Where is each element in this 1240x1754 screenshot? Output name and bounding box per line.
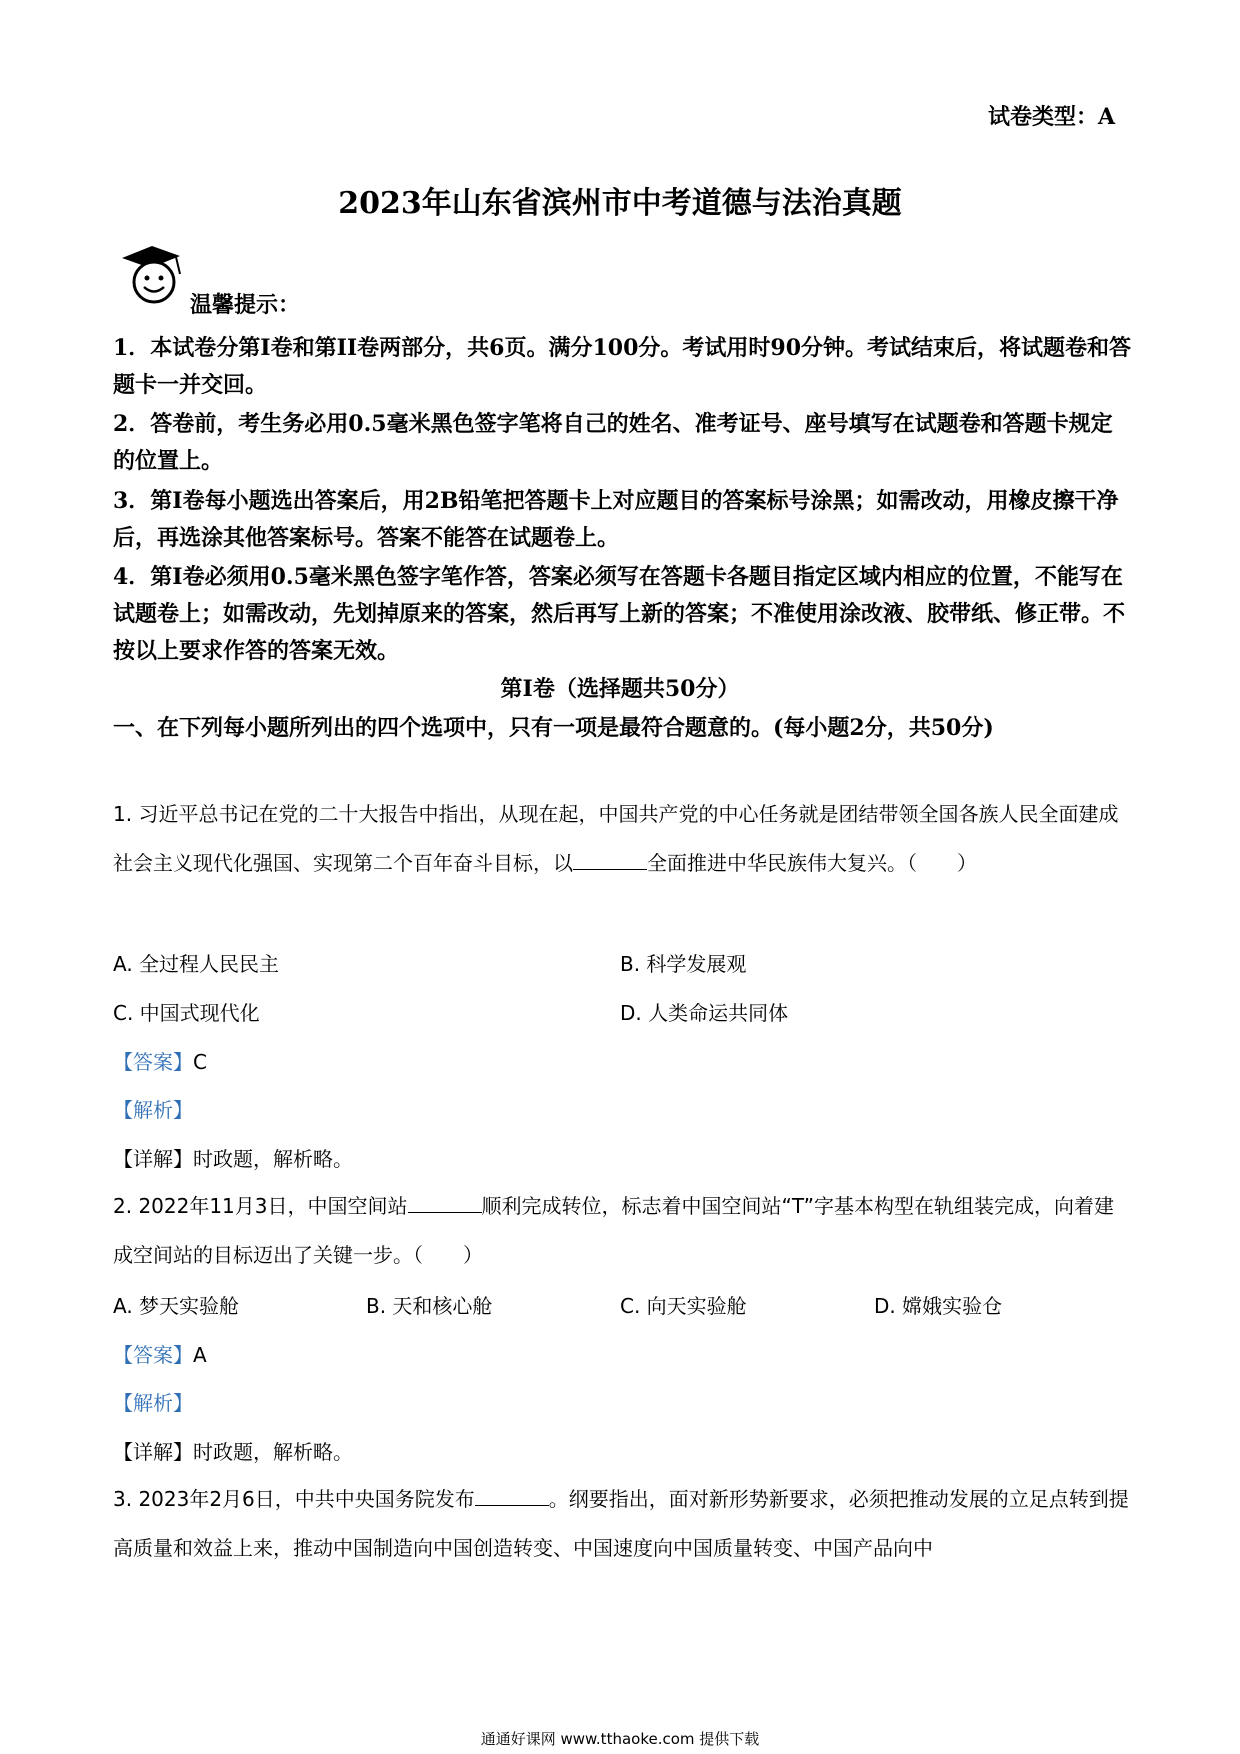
q1-answer [113,1046,207,1075]
question-2-stem-a: 2. 2022年11月3日，中国空间站 [113,1194,408,1218]
section-title: 第Ⅰ卷（选择题共50分） [500,676,740,702]
page-title: 2023年山东省滨州市中考道德与法治真题 [338,186,902,221]
answer-label: 【答案】 [113,1343,193,1367]
q2-option-a: A. 梦天实验舱 [113,1294,240,1318]
smiley-graduate-icon [118,240,194,308]
answer-blank [408,1194,482,1213]
page-footer: 通通好课网 www.tthaoke.com 提供下载 [480,1730,760,1748]
q1-analysis-label: 【解析】 [113,1098,193,1122]
answer-blank [475,1487,549,1506]
detail-text: 时政题，解析略。 [193,1440,353,1464]
answer-value: C [193,1050,207,1074]
question-3-stem-a: 3. 2023年2月6日，中共中央国务院发布 [113,1487,475,1511]
notice-item-2: 2．答卷前，考生务必用0.5毫米黑色签字笔将自己的姓名、准考证号、座号填写在试题卷和答题卡规定的位置上。 [113,411,1113,474]
q2-option-b: B. 天和核心舱 [366,1294,493,1318]
q1-option-a: A. 全过程人民民主 [113,952,280,976]
q1-option-c: C. 中国式现代化 [113,1001,260,1025]
detail-text: 时政题，解析略。 [193,1147,353,1171]
detail-label: 【详解】 [113,1440,193,1464]
notice-item-4: 4．第Ⅰ卷必须用0.5毫米黑色签字笔作答，答案必须写在答题卡各题目指定区域内相应的位置，不能写在试题卷上；如需改动，先划掉原来的答案，然后再写上新的答案；不准使用涂改液、胶带纸、修正带。不按以上要求作答的答案无效。 [113,564,1126,664]
question-1-stem-b: 全面推进中华民族伟大复兴。（ ） [647,851,977,875]
question-2-stem [113,1182,1133,1280]
q1-detail [113,1143,353,1172]
q2-answer [113,1339,207,1368]
notice-item-1: 1．本试卷分第I卷和第II卷两部分，共6页。满分100分。考试用时90分钟。考试结束后，将试题卷和答题卡一并交回。 [113,335,1132,398]
q1-option-b: B. 科学发展观 [620,952,747,976]
question-1-stem [113,790,1133,888]
answer-blank [573,851,647,870]
part-title: 一、在下列每小题所列出的四个选项中，只有一项是最符合题意的。(每小题2分，共50分) [113,715,994,741]
question-3-stem-b: 。纲要指出，面对新形势新要求，必须把推动发展的立足点转到提高质量和效益上来，推动中国制造向中国创造转变、中国速度向中国质量转变、中国产品向中 [113,1487,1129,1560]
detail-label: 【详解】 [113,1147,193,1171]
q1-option-d: D. 人类命运共同体 [620,1001,789,1025]
q2-option-d: D. 嫦娥实验仓 [874,1294,1003,1318]
question-1-stem-a: 1. 习近平总书记在党的二十大报告中指出，从现在起，中国共产党的中心任务就是团结带领全国各族人民全面建成社会主义现代化强国、实现第二个百年奋斗目标，以 [113,802,1119,875]
q2-option-c: C. 向天实验舱 [620,1294,747,1318]
q2-analysis-label: 【解析】 [113,1391,193,1415]
tips-heading: 温馨提示： [190,292,301,318]
question-3-stem [113,1475,1133,1573]
q2-detail [113,1436,353,1465]
paper-type-label: 试卷类型：A [988,104,1116,130]
question-2-stem-b: 顺利完成转位，标志着中国空间站“T”字基本构型在轨组装完成，向着建成空间站的目标迈出了关键一步。（ ） [113,1194,1115,1267]
notice-item-3: 3．第Ⅰ卷每小题选出答案后，用2B铅笔把答题卡上对应题目的答案标号涂黑；如需改动，用橡皮擦干净后，再选涂其他答案标号。答案不能答在试题卷上。 [113,488,1119,551]
answer-label: 【答案】 [113,1050,193,1074]
answer-value: A [193,1343,207,1367]
